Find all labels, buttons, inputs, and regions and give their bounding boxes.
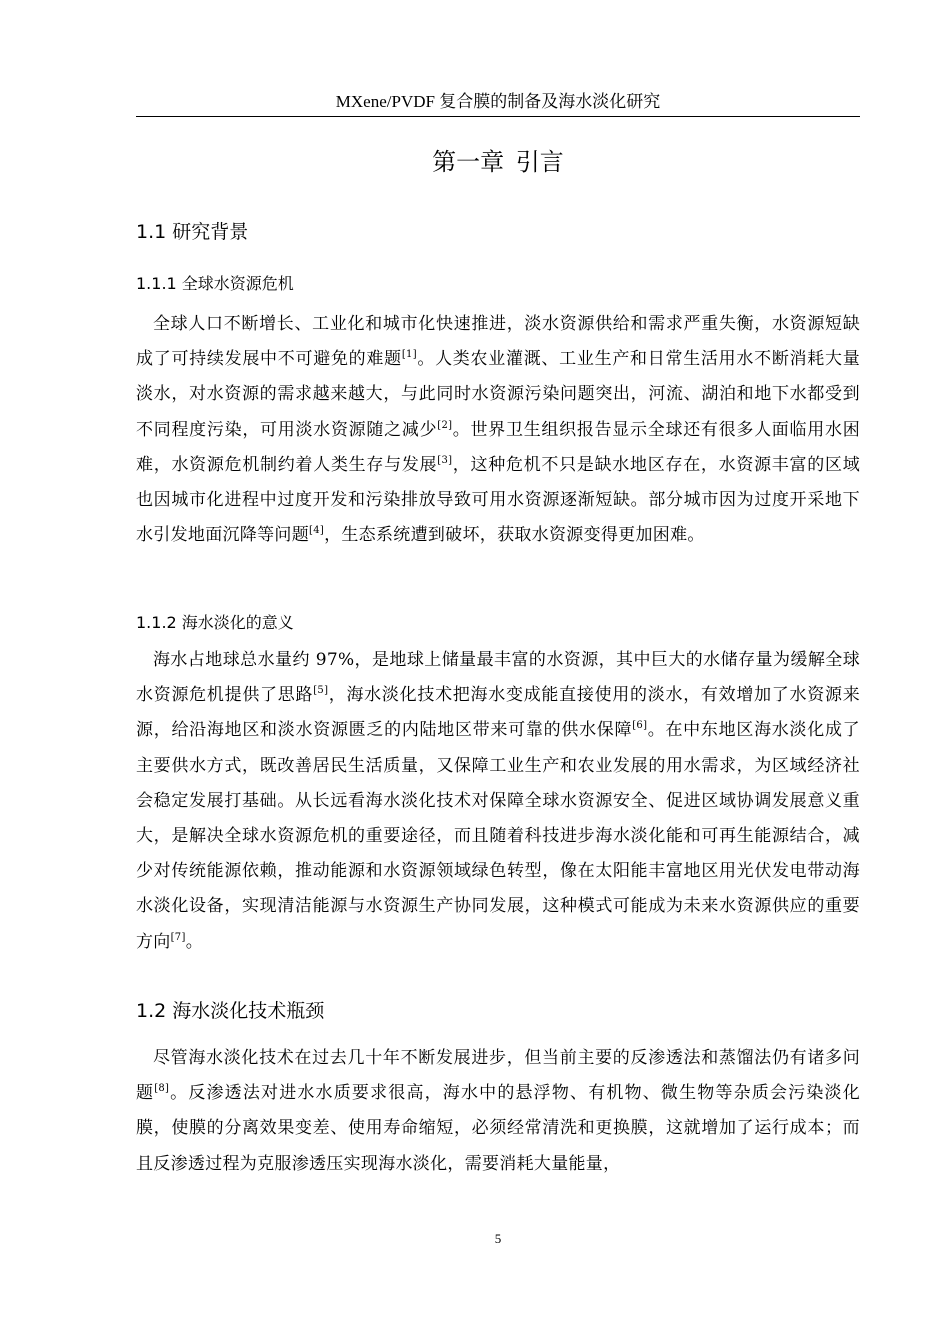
citation-ref: [5] — [313, 685, 329, 697]
text-run: 。世界卫生组织报告显示全球还有很多人面临用水困难，水资源危机制约着人类生存与发展 — [136, 419, 860, 475]
citation-ref: [4] — [309, 525, 325, 537]
text-run: 尽管海水淡化技术在过去几十年不断发展进步，但当前主要的反渗透法和蒸馏法仍有诸多问题 — [136, 1048, 860, 1104]
citation-ref: [7] — [170, 931, 186, 943]
text-run: 全球人口不断增长、工业化和城市化快速推进，淡水资源供给和需求严重失衡，水资源短缺成了可持续发展中不可避免的难题 — [136, 314, 860, 370]
paragraph-desalination-significance — [136, 643, 860, 960]
chapter-title: 第一章 引言 — [432, 148, 564, 176]
section-heading-1-1: 1.1 研究背景 — [136, 221, 249, 243]
citation-ref: [1] — [401, 349, 417, 361]
text-run: 。 — [185, 931, 203, 952]
text-run: 海水占地球总水量约 97%，是地球上储量最丰富的水资源，其中巨大的水储存量为缓解全球水资源危机提供了思路 — [136, 650, 860, 706]
subsection-heading-1-1-2: 1.1.2 海水淡化的意义 — [136, 613, 294, 632]
text-run: 。反渗透法对进水水质要求很高，海水中的悬浮物、有机物、微生物等杂质会污染淡化膜，使膜的分离效果变差、使用寿命缩短，必须经常清洗和更换膜，这就增加了运行成本；而且反渗透过程为克服渗透压实现海水淡化，需要消耗大量能量， — [136, 1083, 860, 1174]
text-run: ，这种危机不只是缺水地区存在，水资源丰富的区域也因城市化进程中过度开发和污染排放导致可用水资源逐渐短缺。部分城市因为过度开采地下水引发地面沉降等问题 — [136, 454, 860, 546]
page-number: 5 — [494, 1231, 502, 1246]
header-rule — [136, 116, 860, 117]
section-heading-1-2: 1.2 海水淡化技术瓶颈 — [136, 1000, 325, 1022]
running-header: MXene/PVDF 复合膜的制备及海水淡化研究 — [335, 92, 661, 111]
text-run: ，生态系统遭到破坏，获取水资源变得更加困难。 — [324, 525, 705, 546]
subsection-heading-1-1-1: 1.1.1 全球水资源危机 — [136, 274, 294, 293]
citation-ref: [6] — [632, 720, 648, 732]
paragraph-water-crisis — [136, 307, 860, 553]
citation-ref: [2] — [437, 419, 453, 431]
text-run: 。人类农业灌溉、工业生产和日常生活用水不断消耗大量淡水，对水资源的需求越来越大，与此同时水资源污染问题突出，河流、湖泊和地下水都受到不同程度污染，可用淡水资源随之减少 — [136, 349, 861, 440]
citation-ref: [8] — [154, 1083, 170, 1095]
text-run: 。在中东地区海水淡化成了主要供水方式，既改善居民生活质量，又保障工业生产和农业发展的用水需求，为区域经济社会稳定发展打基础。从长远看海水淡化技术对保障全球水资源安全、促进区域协调发展意义重大，是解决全球水资源危机的重要途径，而且随着科技进步海水淡化能和可再生能源结合，减少对传统能源依赖，推动能源和水资源领域绿色转型，像在太阳能丰富地区用光伏发电带动海水淡化设备，实现清洁能源与水资源生产协同发展，这种模式可能成为未来水资源供应的重要方向 — [136, 720, 860, 952]
paragraph-technology-bottleneck — [136, 1041, 860, 1182]
text-run: ，海水淡化技术把海水变成能直接使用的淡水，有效增加了水资源来源，给沿海地区和淡水资源匮乏的内陆地区带来可靠的供水保障 — [136, 685, 861, 741]
citation-ref: [3] — [437, 454, 453, 466]
